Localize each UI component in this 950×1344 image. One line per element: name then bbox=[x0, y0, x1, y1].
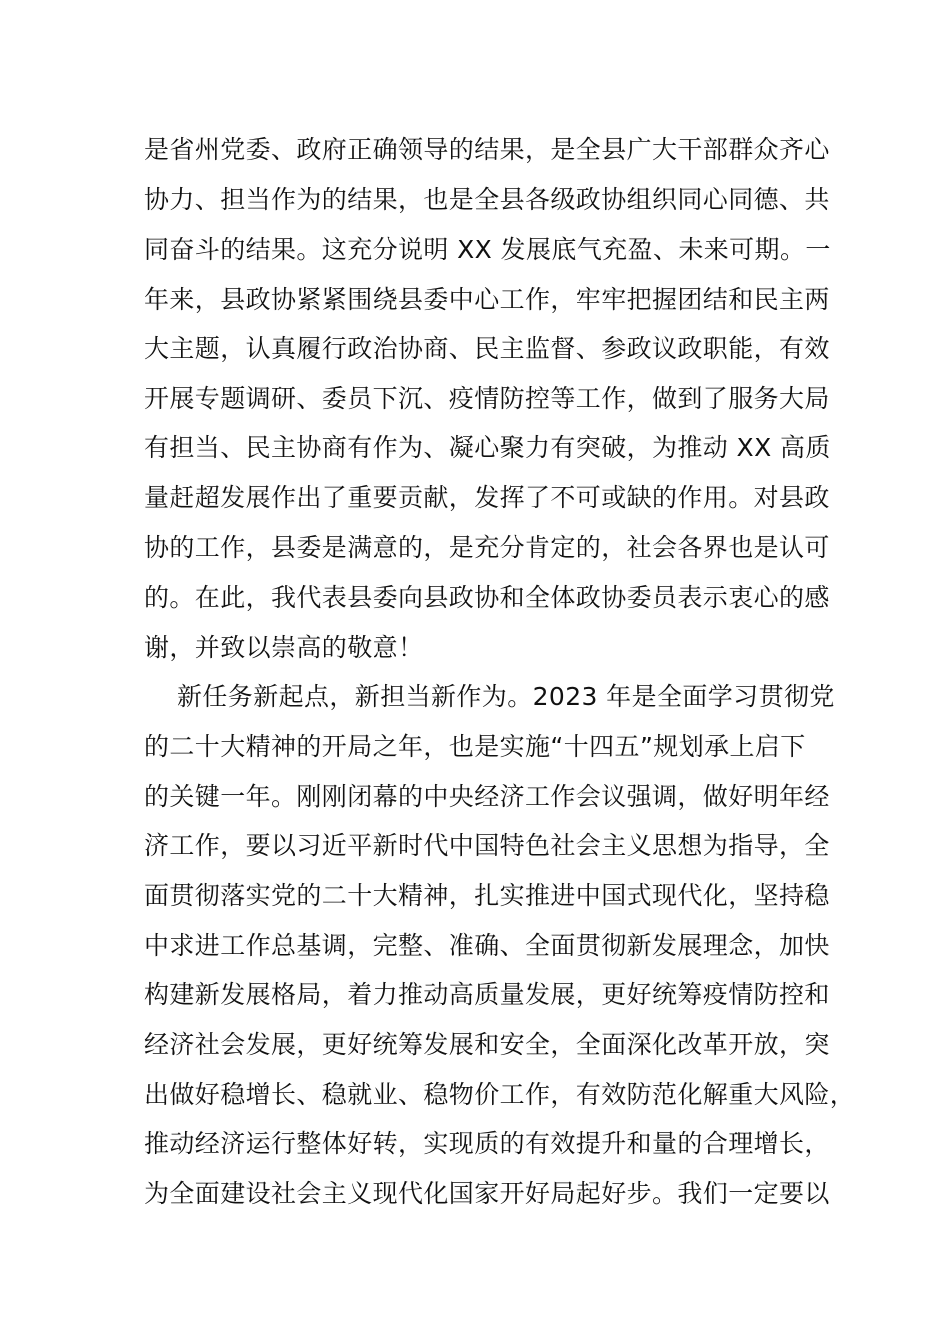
text-line: 是省州党委、政府正确领导的结果，是全县广大干部群众齐心 bbox=[144, 135, 830, 164]
text-line: 为全面建设社会主义现代化国家开好局起好步。我们一定要以 bbox=[144, 1179, 830, 1208]
text-line: 构建新发展格局，着力推动高质量发展，更好统筹疫情防控和 bbox=[144, 980, 830, 1009]
text-line: 量赶超发展作出了重要贡献，发挥了不可或缺的作用。对县政 bbox=[144, 483, 830, 512]
text-line: 开展专题调研、委员下沉、疫情防控等工作，做到了服务大局 bbox=[144, 384, 830, 413]
paragraph-first-line: 新任务新起点，新担当新作为。2023 年是全面学习贯彻党 bbox=[177, 682, 835, 711]
text-line: 谢，并致以崇高的敬意！ bbox=[144, 633, 424, 662]
text-line: 济工作，要以习近平新时代中国特色社会主义思想为指导，全 bbox=[144, 831, 830, 860]
text-line: 同奋斗的结果。这充分说明 XX 发展底气充盈、未来可期。一 bbox=[144, 235, 831, 264]
text-line: 的二十大精神的开局之年，也是实施“十四五”规划承上启下 bbox=[144, 732, 806, 761]
text-line: 面贯彻落实党的二十大精神，扎实推进中国式现代化，坚持稳 bbox=[144, 881, 830, 910]
text-line: 协的工作，县委是满意的，是充分肯定的，社会各界也是认可 bbox=[144, 533, 830, 562]
text-line: 大主题，认真履行政治协商、民主监督、参政议政职能，有效 bbox=[144, 334, 830, 363]
text-line: 推动经济运行整体好转，实现质的有效提升和量的合理增长， bbox=[144, 1129, 830, 1158]
text-line: 经济社会发展，更好统筹发展和安全，全面深化改革开放，突 bbox=[144, 1030, 830, 1059]
text-line: 的关键一年。刚刚闭幕的中央经济工作会议强调，做好明年经 bbox=[144, 782, 830, 811]
text-line: 中求进工作总基调，完整、准确、全面贯彻新发展理念，加快 bbox=[144, 931, 830, 960]
text-line: 有担当、民主协商有作为、凝心聚力有突破，为推动 XX 高质 bbox=[144, 433, 831, 462]
text-line: 年来，县政协紧紧围绕县委中心工作，牢牢把握团结和民主两 bbox=[144, 285, 830, 314]
text-line: 的。在此，我代表县委向县政协和全体政协委员表示衷心的感 bbox=[144, 583, 830, 612]
text-line: 协力、担当作为的结果，也是全县各级政协组织同心同德、共 bbox=[144, 185, 830, 214]
text-line: 出做好稳增长、稳就业、稳物价工作，有效防范化解重大风险， bbox=[144, 1080, 856, 1109]
